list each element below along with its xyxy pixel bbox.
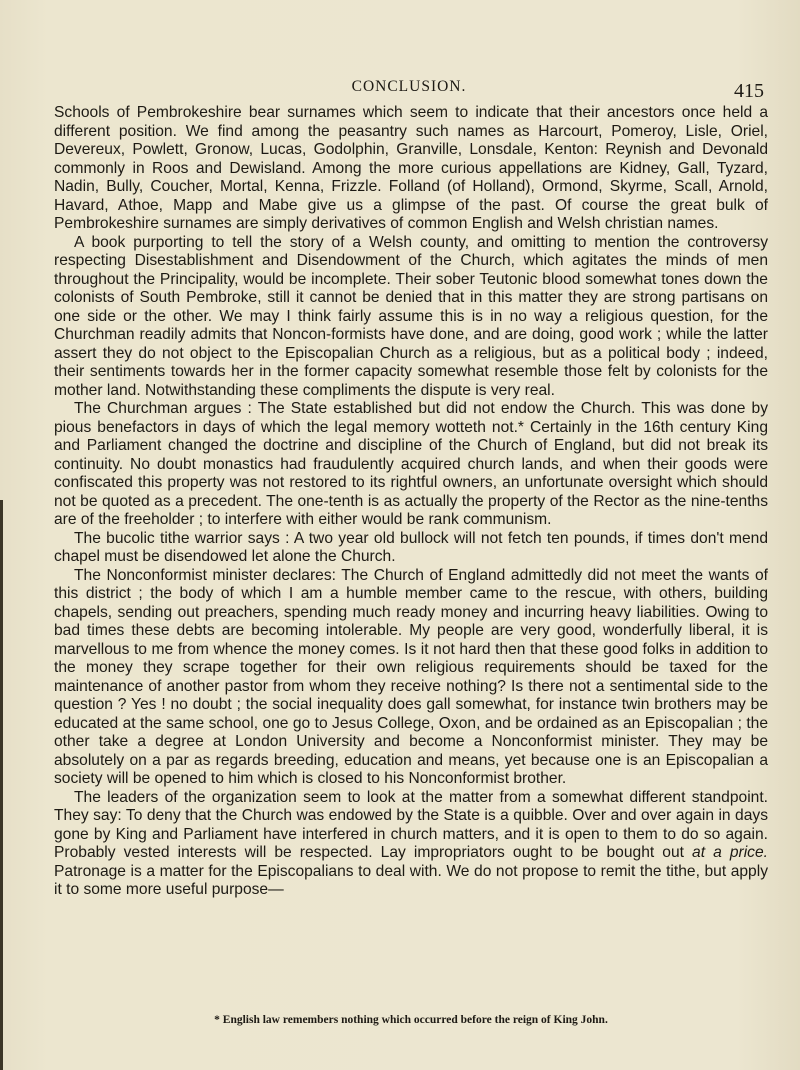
- paragraph-controversy: A book purporting to tell the story of a Welsh county, and omitting to mention the controversy respecting Disestablishment and Disendowment of the Church, which agitates the minds of men throughout the Principality, would be incomplete. Their sober Teutonic blood somewhat tones down the colonists of South Pembroke, still it cannot be denied that in this matter they are strong partisans on one side or the other. We may I think fairly assume this is in no way a religious question, for the Churchman readily admits that Noncon-formists have done, and are doing, good work ; while the latter assert they do not object to the Episcopalian Church as a religious, but as a political body ; indeed, their sentiments towards her in the former capacity somewhat resemble those felt by colonists for the mother land. Notwithstanding these compliments the dispute is very real.: [54, 233, 768, 399]
- page-edge-shadow: [0, 500, 3, 1070]
- paragraph-surnames: Schools of Pembrokeshire bear surnames which seem to indicate that their ancestors once held a different position. We find among the peasantry such names as Harcourt, Pomeroy, Lisle, Oriel, Devereux, Powlett, Gronow, Lucas, Godolphin, Granville, Lonsdale, Kenton: Reynish and Devonald commonly in Roos and Dewisland. Among the more curious appellations are Kidney, Gall, Tyzard, Nadin, Bully, Coucher, Mortal, Kenna, Frizzle. Folland (of Holland), Ormond, Skyrme, Scall, Arnold, Havard, Athoe, Mapp and Mabe give us a glimpse of the past. Of course the great bulk of Pembrokeshire surnames are simply derivatives of common English and Welsh christian names.: [54, 104, 768, 232]
- paragraph-nonconformist: The Nonconformist minister declares: The Church of England admittedly did not meet the wants of this district ; the body of which I am a humble member came to the rescue, with others, building chapels, sending out preachers, spending much ready money and incurring heavy liabilities. Owing to bad times these debts are becoming intolerable. My people are very good, wonderfully liberal, it is marvellous to me from whence the money comes. Is it not hard then that these good folks in addition to the money they scrape together for their own religious requirements should be taxed for the maintenance of another pastor from whom they receive nothing? Is there not a sentimental side to the question ? Yes ! no doubt ; the social inequality does gall somewhat, for instance twin brothers may be educated at the same school, one go to Jesus College, Oxon, and be ordained as an Episcopalian ; the other take a degree at London University and become a Nonconformist minister. They may be absolutely on a par as regards breeding, education and means, yet because one is an Episcopalian a society will be opened to him which is closed to his Nonconformist brother.: [54, 566, 768, 787]
- leaders-text-start: The leaders of the organization seem to look at the matter from a somewhat different standpoint. They say: To deny that the Church was endowed by the State is a quibble. Over and over again in days gone by King and Parliament have interfered in church matters, and it is open to them to do so again. Probably vested interests will be respected. Lay impropriators ought to be bought out: [54, 788, 768, 861]
- body-text: [54, 104, 768, 900]
- paragraph-churchman: The Churchman argues : The State established but did not endow the Church. This was done by pious benefactors in days of which the legal memory wotteth not.* Certainly in the 16th century King and Parliament changed the doctrine and discipline of the Church of England, but did not break its continuity. No doubt monastics had fraudulently acquired church lands, and when their goods were confiscated this property was not restored to its rightful owners, an unfortunate oversight which should not be quoted as a precedent. The one-tenth is as actually the property of the Rector as the nine-tenths are of the freeholder ; to interfere with either would be rank communism.: [54, 400, 768, 528]
- footnote: * English law remembers nothing which occurred before the reign of King John.: [214, 1014, 608, 1026]
- leaders-italic-phrase: at a price.: [692, 844, 768, 861]
- page-header: [54, 78, 764, 106]
- leaders-text-end: Patronage is a matter for the Episcopalians to deal with. We do not propose to remit the tithe, but apply it to some more useful purpose—: [54, 862, 768, 898]
- paragraph-tithe-warrior: The bucolic tithe warrior says : A two year old bullock will not fetch ten pounds, if times don't mend chapel must be disendowed let alone the Church.: [54, 529, 768, 565]
- running-title: CONCLUSION.: [351, 78, 467, 95]
- paragraph-leaders: [54, 789, 768, 900]
- page-number: 415: [734, 80, 764, 102]
